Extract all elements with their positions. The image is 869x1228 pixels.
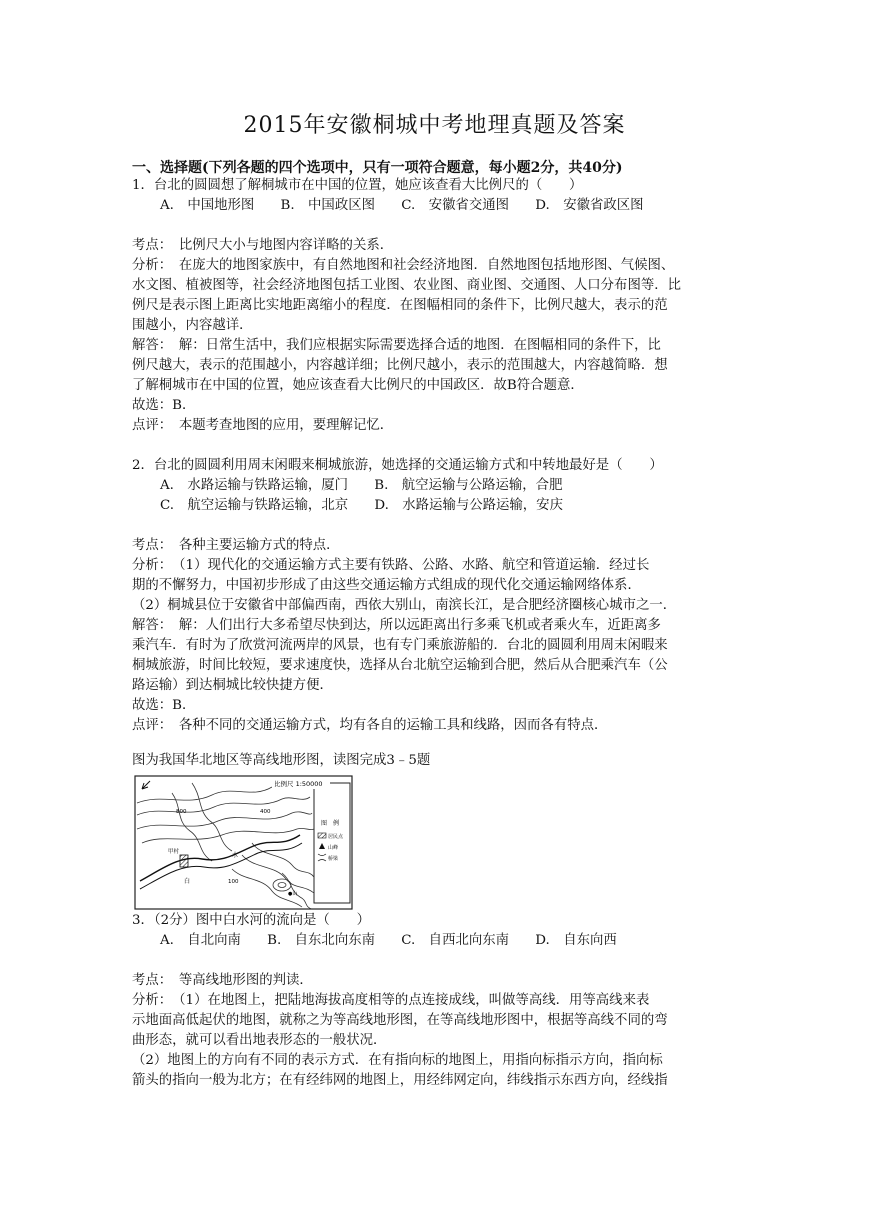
q1-fenxi-line: 水文图、植被图等，社会经济地图包括工业图、农业图、商业图、交通图、人口分布图等．比 bbox=[132, 278, 682, 293]
q1-fenxi-line: 例尺是表示图上距离比实地距离缩小的程度．在图幅相同的条件下，比例尺越大，表示的范 bbox=[132, 298, 668, 313]
map-intro: 图为我国华北地区等高线地形图，读图完成3﹣5题 bbox=[132, 753, 431, 768]
q2-jieda-line: 乘汽车．有时为了欣赏河流两岸的风景，也有专门乘旅游船的．台北的圆圆利用周末闲暇来 bbox=[132, 638, 668, 653]
option-c: C. 航空运输与铁路运输，北京 bbox=[160, 498, 349, 513]
contour-map-figure bbox=[132, 773, 356, 911]
q2-fenxi-line: 分析： （1）现代化的交通运输方式主要有铁路、公路、水路、航空和管道运输．经过长 bbox=[132, 558, 650, 573]
q1-fenxi-line: 围越小，内容越详． bbox=[132, 318, 253, 333]
legend-item-bridge: 桥梁 bbox=[328, 856, 339, 862]
q3-fenxi-line: 示地面高低起伏的地图，就称之为等高线地形图，在等高线地形图中，根据等高线不同的弯 bbox=[132, 1013, 668, 1028]
q2-comment: 点评： 各种不同的交通运输方式，均有各自的运输工具和线路，因而各有特点． bbox=[132, 718, 608, 733]
q2-fenxi-line: 期的不懈努力，中国初步形成了由这些交通运输方式组成的现代化交通运输网络体系． bbox=[132, 578, 641, 593]
q2-jieda-line: 解答： 解：人们出行大多希望尽快到达，所以远距离出行多乘飞机或者乘火车，近距离多 bbox=[132, 618, 661, 633]
legend-item-peak: 山峰 bbox=[328, 845, 339, 851]
question-3-options bbox=[160, 931, 639, 951]
q3-fenxi-line: 箭头的指向一般为北方；在有经纬网的地图上，用经纬网定向，纬线指示东西方向，经线指 bbox=[132, 1073, 668, 1088]
map-scale-label: 比例尺 1:50000 bbox=[274, 780, 323, 788]
question-2-options-row1 bbox=[160, 476, 584, 496]
question-2-stem: 2．台北的圆圆利用周末闲暇来桐城旅游，她选择的交通运输方式和中转地最好是（ ） bbox=[132, 458, 663, 473]
question-1-stem: 1．台北的圆圆想了解桐城市在中国的位置，她应该查看大比例尺的（ ） bbox=[132, 178, 583, 193]
q2-answer: 故选：B． bbox=[132, 698, 196, 713]
q1-answer: 故选：B． bbox=[132, 398, 196, 413]
section-heading: 一、选择题(下列各题的四个选项中，只有一项符合题意，每小题2分，共40分) bbox=[132, 160, 623, 176]
village-label: 甲村 bbox=[168, 849, 180, 855]
option-d: D. 自东向西 bbox=[535, 933, 617, 948]
q3-fenxi-line: 分析： （1）在地图上，把陆地海拔高度相等的点连接成线，叫做等高线．用等高线来表 bbox=[132, 993, 650, 1008]
q2-jieda-line: 桐城旅游，时间比较短，要求速度快，选择从台北航空运输到合肥，然后从合肥乘汽车（公 bbox=[132, 658, 668, 673]
q2-fenxi-line: （2）桐城县位于安徽省中部偏西南，西依大别山，南滨长江，是合肥经济圈核心城市之一． bbox=[132, 598, 677, 613]
q1-kaodian: 考点： 比例尺大小与地图内容详略的关系． bbox=[132, 238, 394, 253]
q1-fenxi-line: 分析： 在庞大的地图家族中，有自然地图和社会经济地图．自然地图包括地形图、气候图、 bbox=[132, 258, 675, 273]
q1-jieda-line: 了解桐城市在中国的位置，她应该查看大比例尺的中国政区．故B符合题意． bbox=[132, 378, 584, 393]
option-a: A. 自北向南 bbox=[160, 933, 241, 948]
river-label: 白 bbox=[184, 878, 191, 885]
q1-jieda-line: 解答： 解：日常生活中，我们应根据实际需要选择合适的地图．在图幅相同的条件下，比 bbox=[132, 338, 661, 353]
contour-label: 400 bbox=[260, 809, 271, 815]
option-b: B. 自东北向东南 bbox=[267, 933, 375, 948]
contour-map bbox=[132, 773, 356, 911]
question-1-options bbox=[160, 196, 666, 216]
q2-kaodian: 考点： 各种主要运输方式的特点． bbox=[132, 538, 340, 553]
legend-village-icon bbox=[318, 833, 326, 838]
legend-title: 图 例 bbox=[321, 820, 340, 827]
question-2-options-row2 bbox=[160, 496, 585, 516]
option-c: C. 安徽省交通图 bbox=[401, 198, 510, 213]
option-a: A. 中国地形图 bbox=[160, 198, 255, 213]
peak-label: ●山 bbox=[288, 891, 298, 897]
question-3-stem: 3．（2分）图中白水河的流向是（ ） bbox=[132, 913, 370, 928]
option-b: B. 航空运输与公路运输，合肥 bbox=[374, 478, 563, 493]
contour-label: 800 bbox=[176, 809, 187, 815]
q3-kaodian: 考点： 等高线地形图的判读． bbox=[132, 973, 313, 988]
option-c: C. 自西北向东南 bbox=[401, 933, 510, 948]
legend-item-village: 居民点 bbox=[328, 834, 344, 840]
q3-fenxi-line: 曲形态，就可以看出地表形态的一般状况． bbox=[132, 1033, 387, 1048]
option-b: B. 中国政区图 bbox=[280, 198, 375, 213]
contour-label: 100 bbox=[228, 879, 239, 885]
option-d: D. 安徽省政区图 bbox=[535, 198, 644, 213]
page-title: 2015年安徽桐城中考地理真题及答案 bbox=[243, 113, 626, 138]
q1-comment: 点评： 本题考查地图的应用，要理解记忆． bbox=[132, 418, 394, 433]
q2-jieda-line: 路运输）到达桐城比较快捷方便． bbox=[132, 678, 333, 693]
q1-jieda-line: 例尺越大，表示的范围越小，内容越详细；比例尺越小，表示的范围越大，内容越简略．想 bbox=[132, 358, 668, 373]
q3-fenxi-line: （2）地图上的方向有不同的表示方式．在有指向标的地图上，用指向标指示方向，指向标 bbox=[132, 1053, 663, 1068]
option-a: A. 水路运输与铁路运输，厦门 bbox=[160, 478, 349, 493]
river-label: 水 bbox=[232, 852, 239, 859]
option-d: D. 水路运输与公路运输，安庆 bbox=[374, 498, 563, 513]
